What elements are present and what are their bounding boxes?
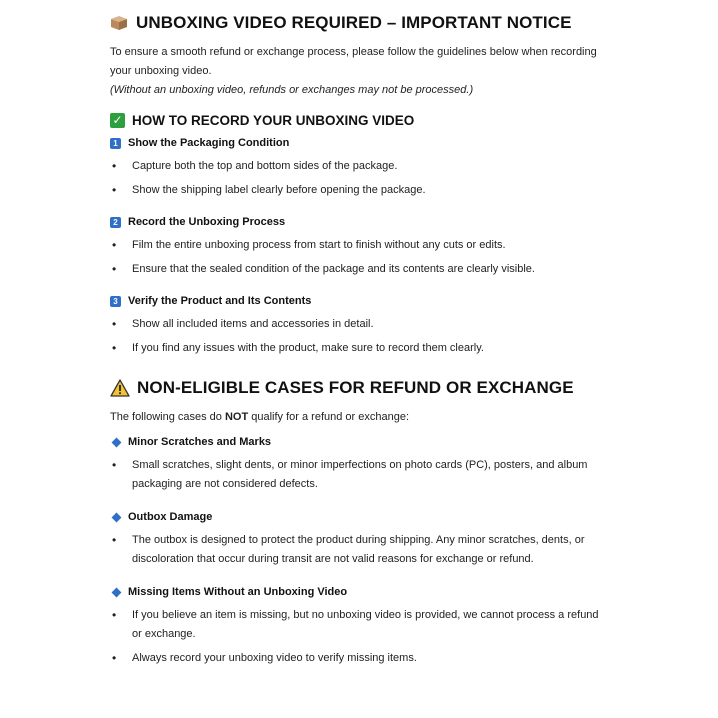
- case-1-title-text: Minor Scratches and Marks: [128, 436, 272, 448]
- list-item: • If you find any issues with the product, make sure to record them clearly.: [110, 339, 610, 358]
- case-3-list: [110, 606, 610, 668]
- how-to-heading-text: HOW TO RECORD YOUR UNBOXING VIDEO: [132, 112, 415, 128]
- page-title: [110, 10, 610, 36]
- list-item: • Film the entire unboxing process from start to finish without any cuts or edits.: [110, 236, 610, 255]
- list-item: • Show the shipping label clearly before opening the package.: [110, 181, 610, 200]
- intro-text: To ensure a smooth refund or exchange process, please follow the guidelines below when recording your unboxing video.: [110, 46, 597, 77]
- list-item: • Capture both the top and bottom sides of the package.: [110, 157, 610, 176]
- package-icon: [110, 15, 128, 31]
- number-3-icon: 3: [110, 296, 121, 307]
- case-2-list: [110, 531, 610, 569]
- list-item: • If you believe an item is missing, but no unboxing video is provided, we cannot process a refund or exchange.: [110, 606, 610, 644]
- case-3-title: [110, 583, 610, 601]
- number-1-icon: 1: [110, 138, 121, 149]
- list-item: • Ensure that the sealed condition of the package and its contents are clearly visible.: [110, 260, 610, 279]
- step-1-title-text: Show the Packaging Condition: [128, 137, 290, 149]
- non-eligible-heading: [110, 375, 610, 401]
- list-item: • Small scratches, slight dents, or minor imperfections on photo cards (PC), posters, and album packaging are not considered defects.: [110, 456, 610, 494]
- step-2-list: [110, 236, 610, 279]
- case-2-title-text: Outbox Damage: [128, 511, 213, 523]
- non-eligible-intro: The following cases do NOT qualify for a refund or exchange:: [110, 411, 410, 423]
- case-3-title-text: Missing Items Without an Unboxing Video: [128, 586, 348, 598]
- step-3-title: [110, 292, 610, 310]
- case-2-title: [110, 508, 610, 526]
- notice-document: [110, 10, 610, 668]
- step-2-title: [110, 213, 610, 231]
- blue-diamond-icon: [112, 512, 122, 522]
- list-item: • Show all included items and accessories in detail.: [110, 315, 610, 334]
- number-2-icon: 2: [110, 217, 121, 228]
- list-item: • Always record your unboxing video to verify missing items.: [110, 649, 610, 668]
- non-eligible-heading-text: NON-ELIGIBLE CASES FOR REFUND OR EXCHANGE: [137, 378, 574, 397]
- step-3-title-text: Verify the Product and Its Contents: [128, 295, 312, 307]
- case-1-title: [110, 433, 610, 451]
- check-mark-icon: ✓: [110, 113, 125, 128]
- list-item: • The outbox is designed to protect the product during shipping. Any minor scratches, dents, or discoloration that occur during transit are not valid reasons for exchange or refund.: [110, 531, 610, 569]
- blue-diamond-icon: [112, 587, 122, 597]
- blue-diamond-icon: [112, 437, 122, 447]
- step-3-list: [110, 315, 610, 358]
- emphasis-not: NOT: [224, 411, 249, 423]
- step-2-title-text: Record the Unboxing Process: [128, 216, 286, 228]
- step-1-title: [110, 134, 610, 152]
- warning-icon: [110, 379, 130, 397]
- case-1-list: [110, 456, 610, 494]
- title-text: UNBOXING VIDEO REQUIRED – IMPORTANT NOTICE: [136, 13, 572, 32]
- how-to-heading: [110, 110, 610, 130]
- intro-note: (Without an unboxing video, refunds or exchanges may not be processed.): [110, 84, 474, 96]
- step-1-list: [110, 157, 610, 200]
